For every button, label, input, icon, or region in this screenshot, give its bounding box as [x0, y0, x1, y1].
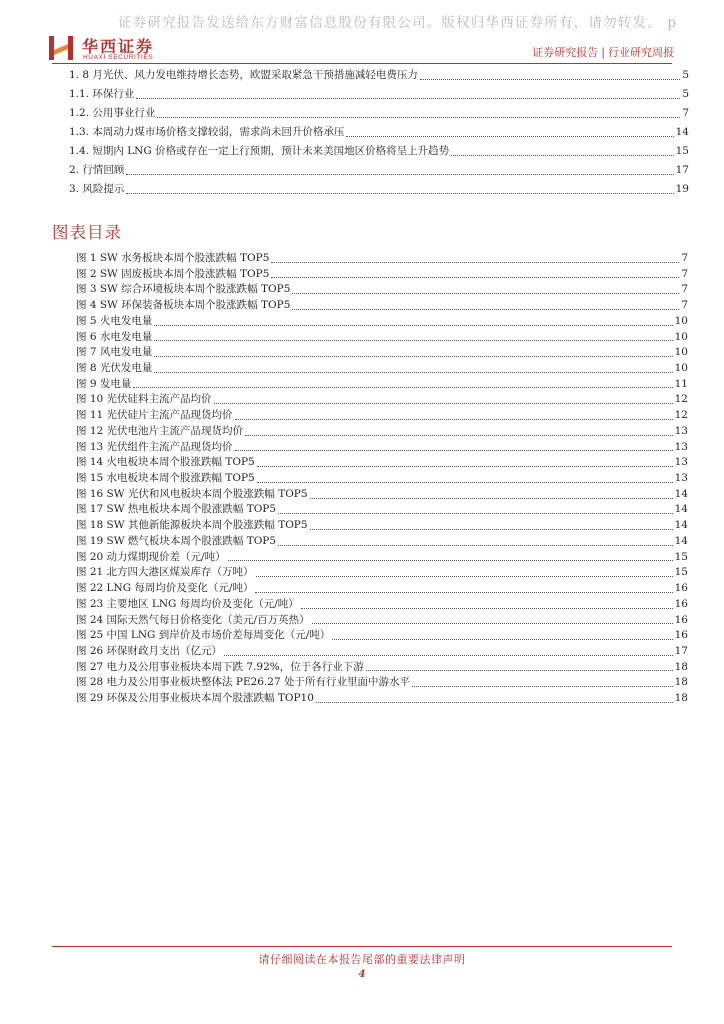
- dot-leader: [312, 623, 673, 624]
- dot-leader: [214, 403, 673, 404]
- figure-entry-label: 图 17 SW 热电板块本周个股涨跌幅 TOP5: [76, 503, 277, 516]
- figure-entry-label: 图 3 SW 综合环境板块本周个股涨跌幅 TOP5: [76, 283, 291, 296]
- figure-entry-label: 图 1 SW 水务板块本周个股涨跌幅 TOP5: [76, 251, 270, 264]
- figure-entry[interactable]: [76, 503, 688, 519]
- header-separator: |: [601, 46, 605, 59]
- dot-leader: [278, 513, 673, 514]
- figure-entry[interactable]: [76, 550, 688, 566]
- figure-entry-page: 14: [674, 503, 688, 516]
- dot-leader: [420, 79, 680, 80]
- header-rule: [52, 63, 672, 64]
- figure-entry[interactable]: [76, 330, 688, 346]
- toc-entry-label: 1.4. 短期内 LNG 价格或存在一定上行预期，预计未来美国地区价格将呈上升趋势: [69, 145, 450, 157]
- figure-entry-page: 10: [674, 346, 688, 359]
- figure-entry-page: 17: [674, 644, 688, 657]
- figure-entry-page: 7: [681, 299, 688, 312]
- dot-leader: [235, 450, 673, 451]
- figure-entry[interactable]: [76, 282, 688, 298]
- figure-entry-page: 16: [674, 597, 688, 610]
- figure-entry[interactable]: [76, 267, 688, 283]
- figure-entry-page: 7: [681, 283, 688, 296]
- figure-entry-label: 图 24 国际天然气每日价格变化（美元/百万英热）: [76, 613, 310, 626]
- figure-entry-label: 图 16 SW 光伏和风电板块本周个股涨跌幅 TOP5: [76, 487, 308, 500]
- figure-entry[interactable]: [76, 565, 688, 581]
- dot-leader: [310, 498, 673, 499]
- figures-title: 图表目录: [52, 223, 122, 242]
- figures-list: [76, 251, 688, 707]
- report-header: [532, 44, 674, 60]
- toc-entry-label: 1.2. 公用事业行业: [69, 107, 156, 119]
- dot-leader: [235, 419, 673, 420]
- figure-entry-label: 图 28 电力及公用事业板块整体法 PE26.27 处于所有行业里面中游水平: [76, 676, 410, 689]
- figure-entry-label: 图 6 水电发电量: [76, 330, 153, 343]
- figure-entry-label: 图 14 火电板块本周个股涨跌幅 TOP5: [76, 456, 255, 469]
- dot-leader: [271, 277, 679, 278]
- dot-leader: [157, 117, 680, 118]
- figure-entry[interactable]: [76, 440, 688, 456]
- figure-entry[interactable]: [76, 392, 688, 408]
- figure-entry-page: 15: [674, 566, 688, 579]
- figure-entry[interactable]: [76, 597, 688, 613]
- figure-entry[interactable]: [76, 518, 688, 534]
- figure-entry-page: 7: [681, 251, 688, 264]
- figure-entry-page: 10: [674, 330, 688, 343]
- figure-entry[interactable]: [76, 644, 688, 660]
- figure-entry-label: 图 18 SW 其他新能源板块本周个股涨跌幅 TOP5: [76, 519, 308, 532]
- toc-entry-page: 5: [682, 88, 689, 100]
- figure-entry-label: 图 7 风电发电量: [76, 346, 153, 359]
- figure-entry-label: 图 29 环保及公用事业板块本周个股涨跌幅 TOP10: [76, 692, 314, 705]
- dot-leader: [224, 655, 673, 656]
- figure-entry-page: 14: [674, 534, 688, 547]
- dot-leader: [133, 387, 672, 388]
- figure-entry-page: 13: [674, 440, 688, 453]
- figure-entry-label: 图 22 LNG 每周均价及变化（元/吨）: [76, 582, 254, 595]
- toc-entry[interactable]: [69, 161, 689, 180]
- figure-entry[interactable]: [76, 675, 688, 691]
- figure-entry[interactable]: [76, 471, 688, 487]
- toc-entry-page: 15: [675, 145, 689, 157]
- figure-entry-page: 14: [674, 519, 688, 532]
- figure-entry-label: 图 8 光伏发电量: [76, 362, 153, 375]
- dot-leader: [310, 529, 673, 530]
- figure-entry-page: 11: [674, 377, 688, 390]
- figure-entry[interactable]: [76, 408, 688, 424]
- figure-entry[interactable]: [76, 314, 688, 330]
- dot-leader: [271, 262, 679, 263]
- figure-entry-label: 图 11 光伏硅片主流产品现货均价: [76, 409, 233, 422]
- figure-entry-page: 18: [674, 676, 688, 689]
- figure-entry-label: 图 26 环保财政月支出（亿元）: [76, 644, 223, 657]
- figure-entry-label: 图 9 发电量: [76, 377, 132, 390]
- toc-entry-page: 7: [682, 107, 689, 119]
- dot-leader: [278, 545, 673, 546]
- figure-entry[interactable]: [76, 251, 688, 267]
- dot-leader: [257, 466, 673, 467]
- figure-entry[interactable]: [76, 455, 688, 471]
- figure-entry[interactable]: [76, 581, 688, 597]
- dot-leader: [256, 576, 673, 577]
- figure-entry-page: 14: [674, 487, 688, 500]
- figure-entry-page: 12: [674, 393, 688, 406]
- dot-leader: [154, 372, 672, 373]
- toc-entry-label: 1. 8 月光伏、风力发电维持增长态势，欧盟采取紧急干预措施减轻电费压力: [69, 69, 418, 81]
- report-category: 行业研究周报: [608, 46, 674, 59]
- figure-entry-label: 图 12 光伏电池片主流产品现货均价: [76, 424, 244, 437]
- dot-leader: [292, 293, 679, 294]
- figure-entry-page: 16: [674, 629, 688, 642]
- footer-disclaimer: 请仔细阅读在本报告尾部的重要法律声明: [258, 953, 466, 966]
- figure-entry[interactable]: [76, 298, 688, 314]
- figure-entry-page: 16: [674, 582, 688, 595]
- figure-entry-label: 图 10 光伏硅料主流产品均价: [76, 393, 212, 406]
- figure-entry[interactable]: [76, 377, 688, 393]
- figure-entry[interactable]: [76, 487, 688, 503]
- footer-rule: [52, 946, 672, 947]
- figure-entry-page: 13: [674, 472, 688, 485]
- dot-leader: [412, 686, 673, 687]
- figure-entry-label: 图 25 中国 LNG 到岸价及市场价差每周变化（元/吨）: [76, 629, 331, 642]
- figure-entry-label: 图 19 SW 燃气板块本周个股涨跌幅 TOP5: [76, 534, 277, 547]
- figure-entry-page: 13: [674, 424, 688, 437]
- report-type: 证券研究报告: [532, 46, 599, 59]
- table-of-contents: [69, 66, 689, 199]
- dot-leader: [245, 435, 673, 436]
- figure-entry-label: 图 2 SW 固废板块本周个股涨跌幅 TOP5: [76, 267, 270, 280]
- figure-entry-page: 13: [674, 456, 688, 469]
- figure-entry-page: 10: [674, 362, 688, 375]
- figure-entry-page: 10: [674, 314, 688, 327]
- dot-leader: [451, 155, 674, 156]
- dot-leader: [154, 340, 672, 341]
- dot-leader: [301, 608, 673, 609]
- dot-leader: [366, 670, 673, 671]
- figure-entry-label: 图 15 水电板块本周个股涨跌幅 TOP5: [76, 472, 255, 485]
- toc-entry[interactable]: [69, 66, 689, 85]
- toc-entry-page: 5: [682, 69, 689, 81]
- toc-entry-label: 1.1. 环保行业: [69, 88, 135, 100]
- dot-leader: [136, 98, 680, 99]
- figure-entry-label: 图 27 电力及公用事业板块本周下跌 7.92%，位于各行业下游: [76, 660, 364, 673]
- dot-leader: [257, 482, 673, 483]
- figure-entry-label: 图 20 动力煤期现价差（元/吨）: [76, 550, 226, 563]
- figure-entry-label: 图 21 北方四大港区煤炭库存（万吨）: [76, 566, 254, 579]
- figure-entry[interactable]: [76, 361, 688, 377]
- dot-leader: [346, 136, 673, 137]
- figure-entry[interactable]: [76, 345, 688, 361]
- toc-entry[interactable]: [69, 180, 689, 199]
- toc-entry[interactable]: [69, 85, 689, 104]
- figure-entry[interactable]: [76, 660, 688, 676]
- dot-leader: [316, 702, 673, 703]
- toc-entry[interactable]: [69, 123, 689, 142]
- dot-leader: [228, 560, 673, 561]
- toc-entry[interactable]: [69, 142, 689, 161]
- toc-entry[interactable]: [69, 104, 689, 123]
- figure-entry-page: 12: [674, 409, 688, 422]
- dot-leader: [255, 592, 672, 593]
- toc-entry-label: 3. 风险提示: [69, 183, 125, 195]
- figure-entry[interactable]: [76, 691, 688, 707]
- figure-entry-label: 图 5 火电发电量: [76, 314, 153, 327]
- huaxi-logo-icon: [48, 34, 74, 62]
- dot-leader: [126, 193, 673, 194]
- figure-entry[interactable]: [76, 534, 688, 550]
- figure-entry-page: 15: [674, 550, 688, 563]
- figure-entry-label: 图 23 主要地区 LNG 每周均价及变化（元/吨）: [76, 597, 299, 610]
- dot-leader: [154, 356, 672, 357]
- dot-leader: [126, 174, 673, 175]
- figure-entry-page: 7: [681, 267, 688, 280]
- figure-entry-page: 18: [674, 660, 688, 673]
- dot-leader: [292, 309, 679, 310]
- watermark: 证券研究报告发送给东方财富信息股份有限公司。版权归华西证券所有，请勿转发。 p: [118, 15, 678, 31]
- figure-entry-page: 18: [674, 692, 688, 705]
- figure-entry-page: 16: [674, 613, 688, 626]
- figure-entry[interactable]: [76, 424, 688, 440]
- toc-entry-label: 2. 行情回顾: [69, 164, 125, 176]
- toc-entry-label: 1.3. 本周动力煤市场价格支撑较弱，需求尚未回升价格承压: [69, 126, 345, 138]
- page-number: 4: [358, 969, 366, 980]
- figure-entry[interactable]: [76, 628, 688, 644]
- toc-entry-page: 17: [675, 164, 689, 176]
- dot-leader: [154, 325, 672, 326]
- figure-entry-label: 图 4 SW 环保装备板块本周个股涨跌幅 TOP5: [76, 299, 291, 312]
- figure-entry[interactable]: [76, 613, 688, 629]
- figure-entry-label: 图 13 光伏组件主流产品现货均价: [76, 440, 233, 453]
- logo-text-cn: 华西证券: [82, 37, 155, 56]
- dot-leader: [332, 639, 672, 640]
- toc-entry-page: 19: [675, 183, 689, 195]
- logo-text-en: HUAXI SECURITIES: [83, 54, 154, 61]
- toc-entry-page: 14: [675, 126, 689, 138]
